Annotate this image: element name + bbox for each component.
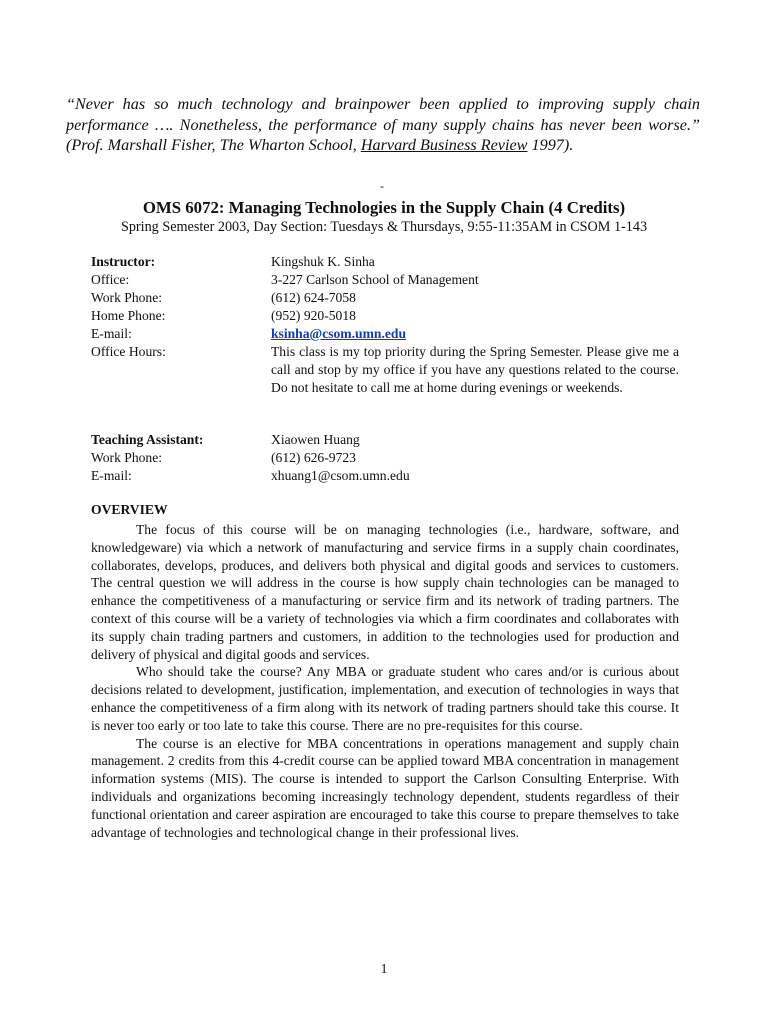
ta-phone-row bbox=[91, 449, 679, 467]
quote-source: Harvard Business Review bbox=[360, 136, 528, 154]
epigraph-quote bbox=[66, 94, 700, 156]
overview-paragraph: The course is an elective for MBA concentrations in operations management and supply chain management. 2 credits from this 4-credit course can be applied toward MBA concentration in management information systems (MIS). The course is intended to support the Carlson Consulting Enterprise. With individuals and organizations becoming increasingly technology dependent, students regardless of their functional orientation and career aspiration are encouraged to take this course to prepare themselves to take advantage of technologies and technological change in their professional lives. bbox=[91, 735, 679, 840]
divider-mark: - bbox=[380, 179, 384, 193]
ta-label: Teaching Assistant: bbox=[91, 432, 204, 447]
ta-name: Xiaowen Huang bbox=[271, 432, 360, 447]
ta-email-label: E-mail: bbox=[91, 468, 132, 483]
ta-email-row bbox=[91, 467, 679, 485]
ta-row bbox=[91, 431, 679, 449]
work-phone-label: Work Phone: bbox=[91, 290, 163, 305]
course-title: OMS 6072: Managing Technologies in the Supply Chain (4 Credits) bbox=[142, 198, 626, 217]
instructor-row bbox=[91, 253, 679, 271]
home-phone-row bbox=[91, 307, 679, 325]
quote-text: “Never has so much technology and brainpower been applied to improving supply chain performance …. Nonetheless, the performance of many supply chains has never been worse.” (Prof. Marshall Fisher, The Wharton School, bbox=[66, 95, 700, 154]
overview-body bbox=[91, 521, 679, 841]
ta-phone-value: (612) 626-9723 bbox=[271, 450, 356, 465]
instructor-info bbox=[91, 253, 679, 397]
page-number: 1 bbox=[380, 961, 388, 976]
home-phone-value: (952) 920-5018 bbox=[271, 308, 356, 323]
email-label: E-mail: bbox=[91, 326, 132, 341]
overview-heading: OVERVIEW bbox=[91, 502, 168, 517]
instructor-name: Kingshuk K. Sinha bbox=[271, 254, 375, 269]
work-phone-row bbox=[91, 289, 679, 307]
ta-email-value: xhuang1@csom.umn.edu bbox=[271, 468, 410, 483]
instructor-label: Instructor: bbox=[91, 254, 156, 269]
office-row bbox=[91, 271, 679, 289]
office-label: Office: bbox=[91, 272, 130, 287]
quote-year: 1997). bbox=[527, 136, 574, 154]
work-phone-value: (612) 624-7058 bbox=[271, 290, 356, 305]
course-schedule: Spring Semester 2003, Day Section: Tuesdays & Thursdays, 9:55-11:35AM in CSOM 1-143 bbox=[120, 219, 648, 235]
ta-phone-label: Work Phone: bbox=[91, 450, 163, 465]
office-value: 3-227 Carlson School of Management bbox=[271, 272, 479, 287]
home-phone-label: Home Phone: bbox=[91, 308, 166, 323]
email-row bbox=[91, 325, 679, 343]
overview-paragraph: The focus of this course will be on managing technologies (i.e., hardware, software, and knowledgeware) via which a network of manufacturing and service firms in a supply chain coordinates, collaborates, develops, produces, and delivers both physical and digital goods and services to customers. The central question we will address in the course is how supply chain technologies can be managed to enhance the competitiveness of a manufacturing or service firm and its network of trading partners. The context of this course will be a variety of technologies via which a firm coordinates and collaborates with its supply chain trading partners and customers, in addition to the technologies used for production and delivery of physical and digital goods and services. bbox=[91, 522, 679, 662]
instructor-email-link[interactable]: ksinha@csom.umn.edu bbox=[271, 326, 407, 341]
office-hours-row bbox=[91, 343, 679, 397]
teaching-assistant-info bbox=[91, 431, 679, 485]
overview-paragraph: Who should take the course? Any MBA or graduate student who cares and/or is curious about decisions related to development, justification, implementation, and execution of technologies in ways that enhance the competitiveness of a firm along with its network of trading partners should take this course. It is never too early or too late to take this course. There are no pre-requisites for this course. bbox=[91, 664, 679, 733]
office-hours-text: This class is my top priority during the Spring Semester. Please give me a call and stop by my office if you have any questions related to the course. Do not hesitate to call me at home during evenings or weekends. bbox=[271, 344, 679, 395]
office-hours-label: Office Hours: bbox=[91, 344, 166, 359]
